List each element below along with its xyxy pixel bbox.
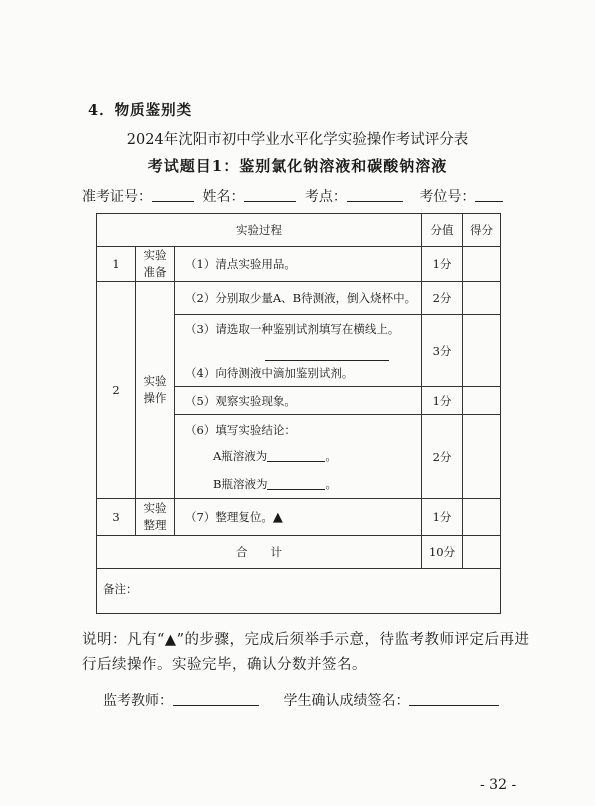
remark-cell[interactable]: 备注： xyxy=(97,569,501,614)
points-cell[interactable] xyxy=(463,247,501,282)
step-text: （6）填写实验结论： xyxy=(185,422,296,437)
table-row xyxy=(97,247,501,282)
conclusion-a-blank[interactable] xyxy=(267,461,325,462)
remark-row xyxy=(97,569,501,614)
section-heading: 4．物质鉴别类 xyxy=(88,102,193,119)
site-label: 考点： xyxy=(304,189,347,205)
points-cell[interactable] xyxy=(463,282,501,315)
triangle-icon: ▲ xyxy=(272,510,283,525)
points-cell[interactable] xyxy=(463,387,501,415)
header-points: 得分 xyxy=(463,214,501,247)
period-b: 。 xyxy=(325,476,337,491)
period-a: 。 xyxy=(325,448,337,463)
site-blank[interactable] xyxy=(347,189,403,202)
conclusion-b-blank[interactable] xyxy=(267,489,325,490)
student-signature-blank[interactable] xyxy=(409,693,499,706)
header-process: 实验过程 xyxy=(97,214,422,247)
row-category: 实验 整理 xyxy=(136,499,175,536)
table-row xyxy=(97,499,501,536)
name-label: 姓名： xyxy=(202,189,245,205)
row-index: 3 xyxy=(97,499,136,536)
row-category: 实验 准备 xyxy=(136,247,175,282)
page-number: - 32 - xyxy=(480,777,517,793)
total-row xyxy=(97,536,501,569)
table-header-row xyxy=(97,214,501,247)
total-label: 合 计 xyxy=(97,536,422,569)
document-subtitle: 考试题目1：鉴别氯化钠溶液和碳酸钠溶液 xyxy=(147,157,448,175)
score-table xyxy=(96,213,501,614)
step-score: 3分 xyxy=(422,315,463,387)
document-title: 2024年沈阳市初中学业水平化学实验操作考试评分表 xyxy=(126,132,469,148)
total-score: 10分 xyxy=(422,536,463,569)
signature-row xyxy=(103,690,499,710)
step-text-conclusion xyxy=(175,415,422,499)
name-blank[interactable] xyxy=(244,189,296,202)
exam-number-label: 准考证号： xyxy=(82,189,152,205)
row-category: 实验 操作 xyxy=(136,282,175,499)
step-score: 2分 xyxy=(422,282,463,315)
row-index: 1 xyxy=(97,247,136,282)
seat-label: 考位号： xyxy=(419,189,476,205)
teacher-signature-blank[interactable] xyxy=(173,693,259,706)
header-fields xyxy=(82,186,503,206)
points-cell[interactable] xyxy=(463,415,501,499)
seat-blank[interactable] xyxy=(475,189,503,202)
step-score: 1分 xyxy=(422,387,463,415)
student-label: 学生确认成绩签名： xyxy=(283,693,410,709)
points-cell[interactable] xyxy=(463,499,501,536)
points-cell[interactable] xyxy=(463,315,501,387)
exam-number-blank[interactable] xyxy=(152,189,194,202)
step-text: （4）向待测液中滴加鉴别试剂。 xyxy=(185,365,354,380)
step-score: 1分 xyxy=(422,247,463,282)
step-score: 1分 xyxy=(422,499,463,536)
step-text: （7）整理复位。▲ xyxy=(175,499,422,536)
header-score: 分值 xyxy=(422,214,463,247)
instruction-note: 说明：凡有“▲”的步骤，完成后须举手示意，待监考教师评定后再进行后续操作。实验完毕，确认分数并签名。 xyxy=(82,632,530,673)
conclusion-b-label: B瓶溶液为 xyxy=(213,476,268,491)
conclusion-a-label: A瓶溶液为 xyxy=(213,448,268,463)
teacher-label: 监考教师： xyxy=(103,693,173,709)
step-text: （3）请选取一种鉴别试剂填写在横线上。 xyxy=(185,321,400,336)
total-points-cell[interactable] xyxy=(463,536,501,569)
step-text: （1）清点实验用品。 xyxy=(175,247,422,282)
step-text: （2）分别取少量A、B待测液，倒入烧杯中。 xyxy=(175,282,422,315)
step-text: （5）观察实验现象。 xyxy=(175,387,422,415)
table-row xyxy=(97,282,501,315)
step-score: 2分 xyxy=(422,415,463,499)
row-index: 2 xyxy=(97,282,136,499)
step-text-merged xyxy=(175,315,422,387)
reagent-blank[interactable] xyxy=(265,360,389,361)
